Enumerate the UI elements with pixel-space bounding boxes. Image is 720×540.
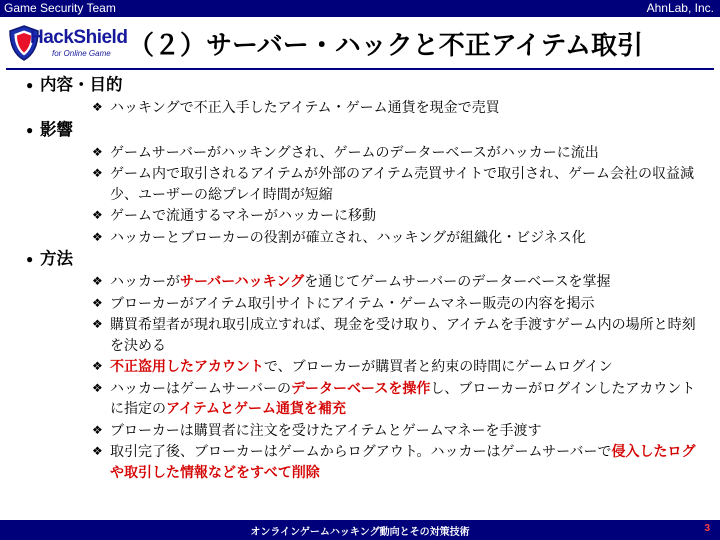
logo-wordmark-shield: Shield	[73, 27, 128, 48]
outline-item-highlight: 不正盗用したアカウント	[110, 358, 264, 374]
top-bar-team-label: Game Security Team	[4, 1, 116, 15]
diamond-bullet-icon: ❖	[92, 100, 103, 114]
outline-item-highlight: サーバーハッキング	[180, 273, 305, 289]
outline-item	[0, 97, 720, 118]
outline-item-text: を通じてゲームサーバーのデーターベースを掌握	[304, 273, 611, 289]
outline-item	[0, 163, 720, 204]
outline-item	[0, 205, 720, 226]
outline-item-text: ゲームで流通するマネーがハッカーに移動	[110, 207, 376, 223]
bullet-icon: ●	[26, 78, 34, 92]
outline-item	[0, 227, 720, 248]
outline-item-text: ハッキングで不正入手したアイテム・ゲーム通貨を現金で売買	[110, 99, 500, 115]
hackshield-logo	[8, 23, 140, 63]
page-title: （２）サーバー・ハックと不正アイテム取引	[128, 30, 644, 60]
outline-item-text: で、ブローカーが購買者と約束の時間にゲームログイン	[263, 358, 613, 374]
page-number: 3	[704, 523, 710, 534]
diamond-bullet-icon: ❖	[92, 295, 103, 310]
diamond-bullet-icon: ❖	[92, 274, 103, 288]
outline-item	[0, 356, 720, 377]
logo-tagline: for Online Game	[52, 49, 111, 58]
logo-wordmark	[30, 27, 127, 49]
top-bar	[0, 0, 720, 17]
diamond-bullet-icon: ❖	[92, 444, 103, 458]
outline-item	[0, 420, 720, 441]
outline-item	[0, 271, 720, 292]
diamond-bullet-icon: ❖	[92, 422, 103, 437]
outline-item	[0, 314, 720, 355]
outline-item-text: ブローカーがアイテム取引サイトにアイテム・ゲームマネー販売の内容を掲示	[110, 294, 595, 311]
outline-item-text: ゲームサーバーがハッキングされ、ゲームのデーターベースがハッカーに流出	[110, 143, 599, 160]
outline-item	[0, 293, 720, 314]
outline-item-text: ハッカーが	[110, 273, 180, 289]
bullet-icon: ●	[26, 252, 34, 266]
diamond-bullet-icon: ❖	[92, 380, 103, 395]
diamond-bullet-icon: ❖	[92, 144, 103, 159]
footer-title: オンラインゲームハッキング動向とその対策技術	[250, 527, 470, 538]
diamond-bullet-icon: ❖	[92, 229, 103, 244]
diamond-bullet-icon: ❖	[92, 208, 103, 222]
slide-header	[0, 17, 720, 69]
logo-wordmark-hack: Hack	[30, 27, 74, 48]
outline-item-highlight: アイテムとゲーム通貨を補充	[166, 400, 347, 416]
outline-item	[0, 441, 720, 482]
outline-item-highlight: 侵入したログや取引した情報などをすべて削除	[110, 443, 696, 480]
diamond-bullet-icon: ❖	[92, 317, 103, 331]
outline-heading-label: 内容・目的	[40, 76, 123, 94]
bullet-icon: ●	[26, 122, 34, 137]
outline-heading-label: 影響	[40, 120, 73, 139]
outline-item-text: し、ブローカーがログインしたアカウントに指定の	[110, 379, 696, 416]
outline-item-text: ブローカーは購買者に注文を受けたアイテムとゲームマネーを手渡す	[110, 421, 542, 438]
slide-content	[0, 74, 720, 518]
outline-heading	[0, 119, 720, 141]
outline-item-text: 購買希望者が現れ取引成立すれば、現金を受け取り、アイテムを手渡すゲーム内の場所と時刻を決める	[110, 316, 696, 353]
top-bar-company-label: AhnLab, Inc.	[646, 1, 714, 15]
outline-item	[0, 142, 720, 163]
outline-heading-label: 方法	[40, 250, 73, 268]
outline-item-text: ハッカーとブローカーの役割が確立され、ハッキングが組織化・ビジネス化	[110, 228, 586, 245]
diamond-bullet-icon: ❖	[92, 166, 103, 180]
outline-item-text: ゲーム内で取引されるアイテムが外部のアイテム売買サイトで取引され、ゲーム会社の収益減少、ユーザーの総プレイ時間が短縮	[110, 165, 694, 202]
outline-heading	[0, 74, 720, 96]
outline-item-highlight: データーベースを操作	[291, 379, 431, 396]
outline-item	[0, 378, 720, 419]
title-divider	[6, 68, 714, 70]
outline-heading	[0, 248, 720, 270]
footer-bar	[0, 520, 720, 540]
outline-item-text: 取引完了後、ブローカーはゲームからログアウト。ハッカーはゲームサーバーで	[110, 443, 612, 459]
outline-item-text: ハッカーはゲームサーバーの	[110, 379, 292, 396]
diamond-bullet-icon: ❖	[92, 359, 103, 373]
